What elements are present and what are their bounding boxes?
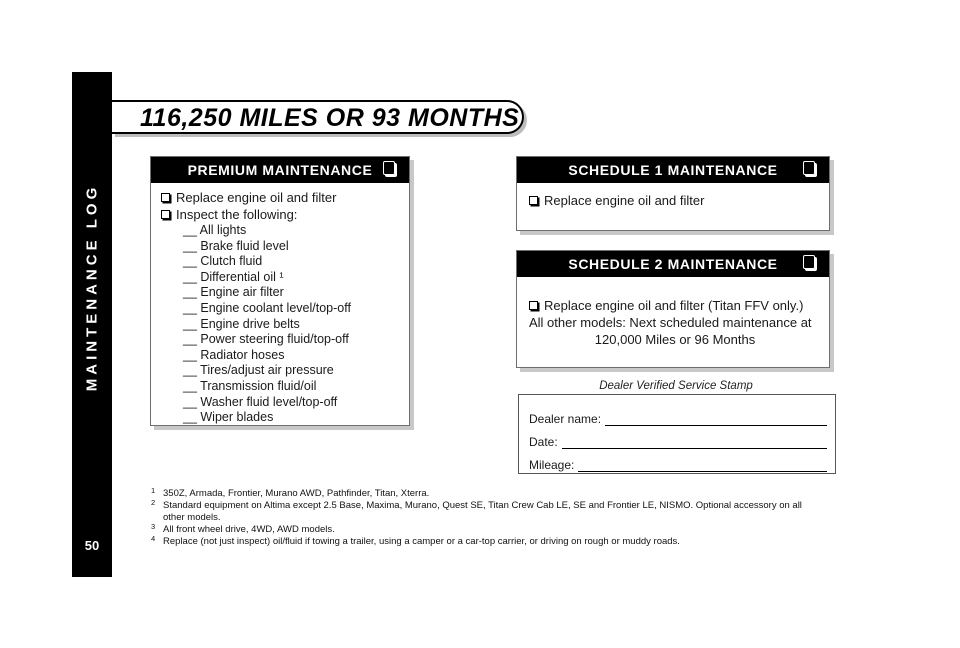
checkbox-icon: [803, 161, 815, 175]
inspect-item: __ Differential oil ¹: [183, 269, 284, 284]
list-item: [529, 192, 821, 209]
list-item: [161, 189, 401, 206]
sidebar-title-text: MAINTENANCE LOG: [83, 183, 101, 391]
footnote-number: 2: [151, 498, 156, 507]
checkbox-icon[interactable]: [529, 196, 538, 205]
list-item: [529, 297, 821, 314]
dealer-name-label: Dealer name:: [529, 412, 602, 426]
schedule-2-note: All other models: Next scheduled maintenance at: [529, 315, 812, 330]
footnote-number: 1: [151, 486, 156, 495]
dealer-stamp-box: [518, 394, 836, 474]
dealer-name-row: [529, 403, 827, 426]
inspect-item: __ Clutch fluid: [183, 254, 263, 269]
schedule-2-body: [517, 277, 829, 348]
schedule-1-header: [517, 157, 829, 183]
checkbox-icon[interactable]: [161, 193, 170, 202]
footnote: [151, 536, 841, 548]
list-item-label: Replace engine oil and filter (Titan FFV only.): [544, 298, 804, 313]
footnote-number: 3: [151, 522, 156, 531]
footnote-text: Replace (not just inspect) oil/fluid if towing a trailer, using a camper or a car-top carrier, or driving on rough or muddy roads.: [163, 536, 680, 547]
date-field[interactable]: [562, 436, 827, 449]
sidebar: [72, 72, 112, 577]
footnote-text: 350Z, Armada, Frontier, Murano AWD, Pathfinder, Titan, Xterra.: [163, 488, 430, 499]
sidebar-title: [72, 72, 112, 502]
stamp-label: Dealer Verified Service Stamp: [599, 380, 753, 392]
date-row: [529, 426, 827, 449]
premium-header-label: PREMIUM MAINTENANCE: [187, 162, 373, 178]
schedule-2-header: [517, 251, 829, 277]
checkbox-icon: [803, 255, 815, 269]
checkbox-icon[interactable]: [161, 210, 170, 219]
checkbox-icon: [383, 161, 395, 175]
schedule-2-header-label: SCHEDULE 2 MAINTENANCE: [568, 256, 778, 272]
footnotes: [151, 488, 841, 548]
inspect-item: __ Washer fluid level/top-off: [183, 394, 338, 409]
premium-body: [151, 183, 409, 426]
schedule-2-panel: [516, 250, 830, 368]
inspect-item: __ Brake fluid level: [183, 238, 289, 253]
schedule-1-header-label: SCHEDULE 1 MAINTENANCE: [568, 162, 778, 178]
footnote: [151, 488, 841, 500]
premium-header: [151, 157, 409, 183]
inspect-item: __ Wiper blades: [183, 410, 274, 425]
list-item: [161, 206, 401, 223]
footnote-continuation: other models.: [163, 512, 221, 523]
date-label: Date:: [529, 435, 558, 449]
footnote: [151, 500, 841, 512]
mileage-field[interactable]: [578, 459, 827, 472]
mileage-row: [529, 449, 827, 472]
inspect-item: __ Power steering fluid/top-off: [183, 332, 349, 347]
inspect-item: __ Tires/adjust air pressure: [183, 363, 334, 378]
inspect-item: __ Engine coolant level/top-off: [183, 300, 351, 315]
inspect-item: __ Transmission fluid/oil: [183, 378, 317, 393]
inspect-item: __ Radiator hoses: [183, 347, 285, 362]
dealer-name-field[interactable]: [605, 413, 827, 426]
list-item-label: Replace engine oil and filter: [544, 193, 705, 208]
inspect-item: __ All lights: [183, 223, 247, 237]
footnote-text: All front wheel drive, 4WD, AWD models.: [163, 524, 335, 535]
footnote: [151, 524, 841, 536]
page-number: 50: [84, 538, 100, 553]
footnote-number: 4: [151, 534, 156, 543]
list-item-label: Replace engine oil and filter: [176, 190, 337, 205]
schedule-2-next-service: 120,000 Miles or 96 Months: [594, 332, 756, 347]
checkbox-icon[interactable]: [529, 301, 538, 310]
footnote-text: Standard equipment on Altima except 2.5 Base, Maxima, Murano, Quest SE, Titan Crew Cab LE, SE and Frontier LE, NISMO. Optional accessory on all: [163, 500, 802, 511]
page-title: 116,250 MILES OR 93 MONTHS: [140, 104, 520, 132]
schedule-1-body: [517, 183, 829, 209]
inspect-item: __ Engine drive belts: [183, 316, 300, 331]
mileage-label: Mileage:: [529, 458, 575, 472]
inspect-item: __ Engine air filter: [183, 285, 284, 300]
schedule-1-panel: [516, 156, 830, 231]
list-item-label: Inspect the following:: [176, 207, 298, 222]
premium-maintenance-panel: [150, 156, 410, 426]
